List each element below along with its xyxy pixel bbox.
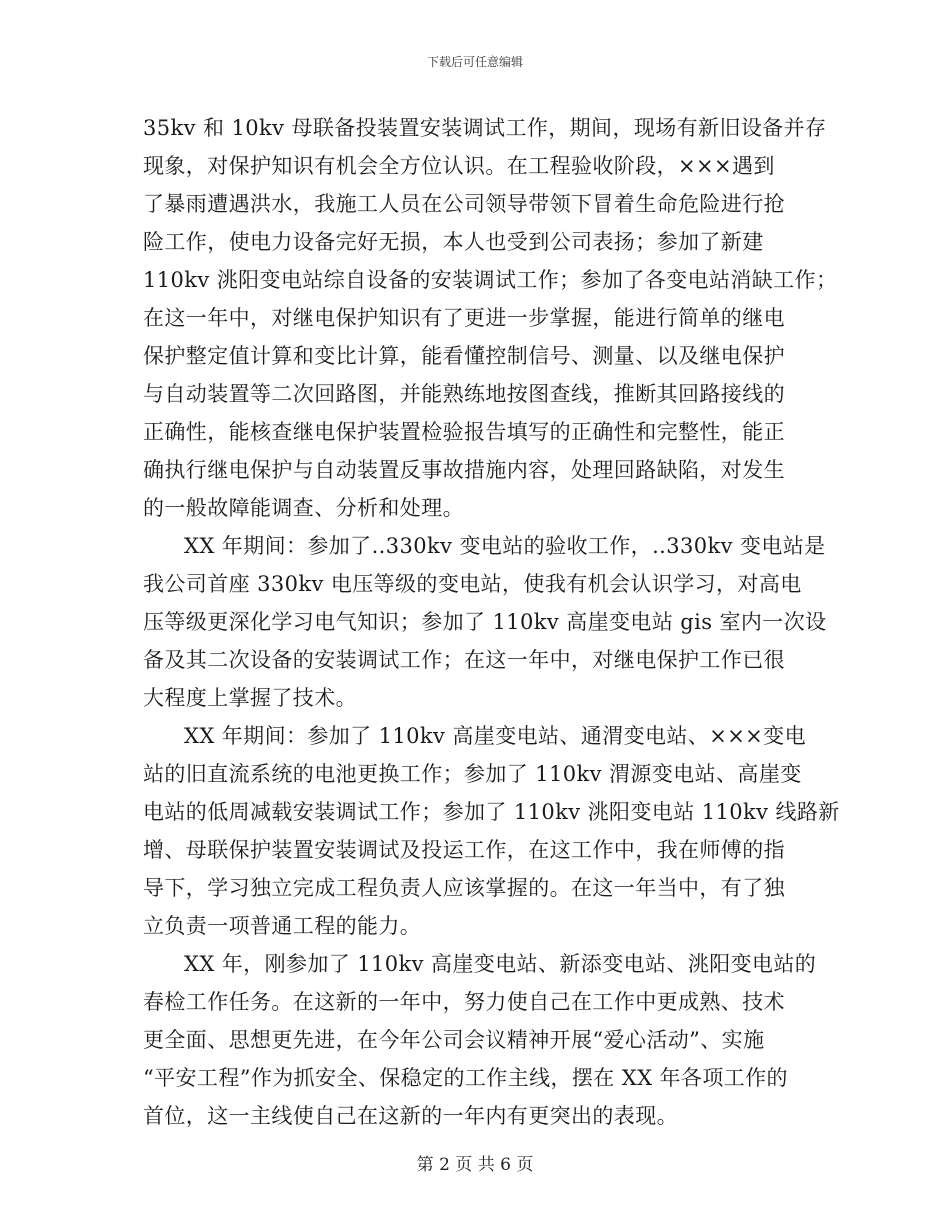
paragraph-continuation <box>143 109 838 527</box>
text-line: 35kv 和 10kv 母联备投装置安装调试工作，期间，现场有新旧设备并存 <box>143 116 827 140</box>
text-line: 电站的低周减载安装调试工作；参加了 110kv 洮阳变电站 110kv 线路新 <box>143 800 840 824</box>
paragraph-year-3 <box>143 945 833 1135</box>
page-number-footer: 第 2 页 共 6 页 <box>416 1155 534 1175</box>
text-line: 保护整定值计算和变比计算，能看懂控制信号、测量、以及继电保护 <box>143 344 785 368</box>
paragraph-year-1 <box>143 527 833 717</box>
text-line: 压等级更深化学习电气知识；参加了 110kv 高崖变电站 gis 室内一次设 <box>143 610 827 634</box>
text-line: 了暴雨遭遇洪水，我施工人员在公司领导带领下冒着生命危险进行抢 <box>143 192 785 216</box>
text-line: 增、母联保护装置安装调试及投运工作，在这工作中，我在师傅的指 <box>143 838 785 862</box>
text-line: 的一般故障能调查、分析和处理。 <box>143 496 464 520</box>
text-line: 在这一年中，对继电保护知识有了更进一步掌握，能进行简单的继电 <box>143 306 785 330</box>
text-line: 导下，学习独立完成工程负责人应该掌握的。在这一年当中，有了独 <box>143 876 785 900</box>
text-line: 备及其二次设备的安装调试工作；在这一年中，对继电保护工作已很 <box>143 648 785 672</box>
text-line: 立负责一项普通工程的能力。 <box>143 914 422 938</box>
text-line: 更全面、思想更先进，在今年公司会议精神开展“爱心活动”、实施 <box>143 1028 765 1052</box>
text-line: 现象，对保护知识有机会全方位认识。在工程验收阶段，×××遇到 <box>143 154 775 178</box>
text-line: 首位，这一主线使自己在这新的一年内有更突出的表现。 <box>143 1104 678 1128</box>
page-header: 下载后可任意编辑 <box>426 55 523 69</box>
text-line: “平安工程”作为抓安全、保稳定的工作主线，摆在 XX 年各项工作的 <box>143 1066 788 1090</box>
body-text <box>143 109 840 1135</box>
text-line: 我公司首座 330kv 电压等级的变电站，使我有机会认识学习，对高电 <box>143 572 802 596</box>
text-line: 确执行继电保护与自动装置反事故措施内容，处理回路缺陷，对发生 <box>143 458 785 482</box>
paragraph-year-2 <box>143 717 840 945</box>
text-line: 110kv 洮阳变电站综自设备的安装调试工作；参加了各变电站消缺工作； <box>143 268 838 292</box>
text-line: XX 年，刚参加了 110kv 高崖变电站、新添变电站、洮阳变电站的 <box>184 952 817 976</box>
text-line: XX 年期间：参加了 110kv 高崖变电站、通渭变电站、×××变电 <box>184 724 806 748</box>
text-line: 站的旧直流系统的电池更换工作；参加了 110kv 渭源变电站、高崖变 <box>143 762 802 786</box>
text-line: XX 年期间：参加了..330kv 变电站的验收工作，..330kv 变电站是 <box>184 534 826 558</box>
text-line: 险工作，使电力设备完好无损，本人也受到公司表扬；参加了新建 <box>143 230 764 254</box>
text-line: 正确性，能核查继电保护装置检验报告填写的正确性和完整性，能正 <box>143 420 785 444</box>
text-line: 与自动装置等二次回路图，并能熟练地按图查线，推断其回路接线的 <box>143 382 785 406</box>
text-line: 大程度上掌握了技术。 <box>143 686 357 710</box>
text-line: 春检工作任务。在这新的一年中，努力使自己在工作中更成熟、技术 <box>143 990 785 1014</box>
